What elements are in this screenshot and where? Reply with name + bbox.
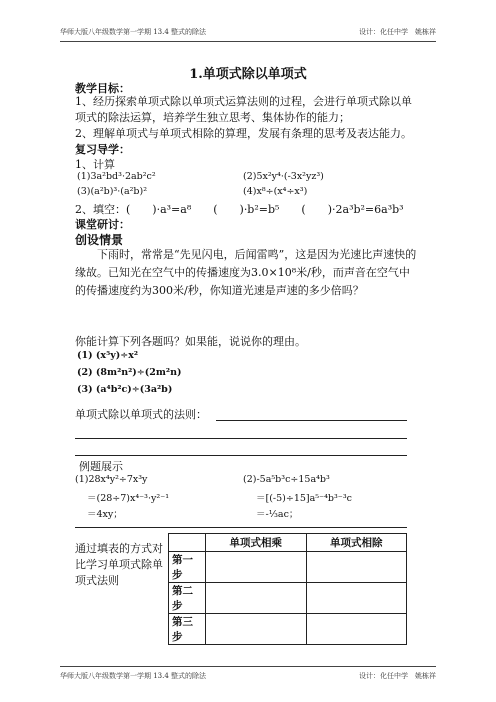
question-2: (2) (8m²n²)÷(2m²n) xyxy=(77,367,182,378)
scenario-heading: 创设情景 xyxy=(75,233,124,247)
page-title: 1.单项式除以单项式 xyxy=(189,67,307,82)
question-3: (3) (a⁴b²c)÷(3a²b) xyxy=(77,384,173,395)
table-cell xyxy=(206,614,307,645)
review-problem-1: (1)3a²bd³·2ab²c² xyxy=(77,171,156,182)
table-row-label: 第一步 xyxy=(169,552,206,583)
example-1-line-2: ＝(28÷7)x⁴⁻³·y²⁻¹ xyxy=(87,493,170,504)
fill-in-blanks: 2、填空：( )·a³=a⁸ ( )·b²=b⁵ ( )·2a³b²=6a³b³ xyxy=(75,203,404,216)
page-footer xyxy=(60,671,436,681)
table-row xyxy=(169,583,407,614)
calc-label: 1、计算 xyxy=(75,158,115,171)
rule-label: 单项式除以单项式的法则： xyxy=(75,408,207,421)
rule-answer-line-3 xyxy=(75,455,407,456)
comparison-table xyxy=(168,533,407,645)
footer-right: 设计：化任中学 姚栋祥 xyxy=(359,672,436,680)
review-problem-3: (3)(a²b)³·(a²b)² xyxy=(77,186,148,197)
table-cell xyxy=(206,583,307,614)
question-text: 你能计算下列各题吗？如果能，说说你的理由。 xyxy=(75,335,306,348)
review-problem-4: (4)x⁸÷(x⁴÷x³) xyxy=(243,186,308,197)
example-2-line-2: ＝[(-5)÷15]a⁵⁻⁴b³⁻³c xyxy=(256,493,352,504)
example-1-line-3: ＝4xy； xyxy=(87,509,123,520)
table-cell xyxy=(306,552,407,583)
header-right: 设计：化任中学 姚栋祥 xyxy=(359,28,436,36)
table-row-label: 第三步 xyxy=(169,614,206,645)
footer-rule xyxy=(60,666,436,667)
scenario-text: 下雨时，常常是“先见闪电，后闻雷鸣”，这是因为光速比声速快的缘故。已知光在空气中的传播速度为3.0×10⁸米/秒，而声音在空气中的传播速度约为300米/秒，你知道光速是声速的多少倍吗？ xyxy=(75,248,417,297)
examples-divider xyxy=(75,527,407,528)
rule-answer-line-2 xyxy=(75,438,407,439)
rule-answer-line-1 xyxy=(216,420,407,421)
table-corner-cell xyxy=(169,534,206,552)
example-2-line-1: (2)-5a⁵b³c÷15a⁴b³ xyxy=(243,474,330,485)
header-left: 华师大版八年级数学第一学期 13.4 整式的除法 xyxy=(60,28,207,36)
example-1-line-1: (1)28x⁴y²÷7x³y xyxy=(75,474,148,485)
objectives-heading: 教学目标： xyxy=(75,82,130,95)
table-row-label: 第二步 xyxy=(169,583,206,614)
question-1: (1) (x⁵y)÷x² xyxy=(77,350,139,361)
review-heading: 复习导学： xyxy=(75,143,130,156)
table-row xyxy=(169,534,407,552)
table-row xyxy=(169,614,407,645)
table-cell xyxy=(306,583,407,614)
review-problem-2: (2)5x²y⁴·(-3x²yz³) xyxy=(243,171,324,182)
page-header xyxy=(60,27,436,37)
table-header-divide: 单项式相除 xyxy=(306,534,407,552)
examples-heading: 例题展示 xyxy=(79,460,123,473)
example-2-line-3: ＝-⅓ac； xyxy=(256,509,299,520)
table-cell xyxy=(206,552,307,583)
comparison-caption: 通过填表的方式对比学习单项式除单项式法则 xyxy=(75,542,163,587)
objective-2: 2、理解单项式与单项式相除的算理，发展有条理的思考及表达能力。 xyxy=(75,127,412,140)
table-header-multiply: 单项式相乘 xyxy=(206,534,307,552)
footer-left: 华师大版八年级数学第一学期 13.4 整式的除法 xyxy=(60,672,207,680)
objective-1: 1、经历探索单项式除以单项式运算法则的过程，会进行单项式除以单项式的除法运算，培养学生独立思考、集体协作的能力； xyxy=(75,95,412,124)
study-heading: 课堂研讨： xyxy=(75,218,130,231)
header-rule xyxy=(60,41,436,42)
table-row xyxy=(169,552,407,583)
table-cell xyxy=(306,614,407,645)
